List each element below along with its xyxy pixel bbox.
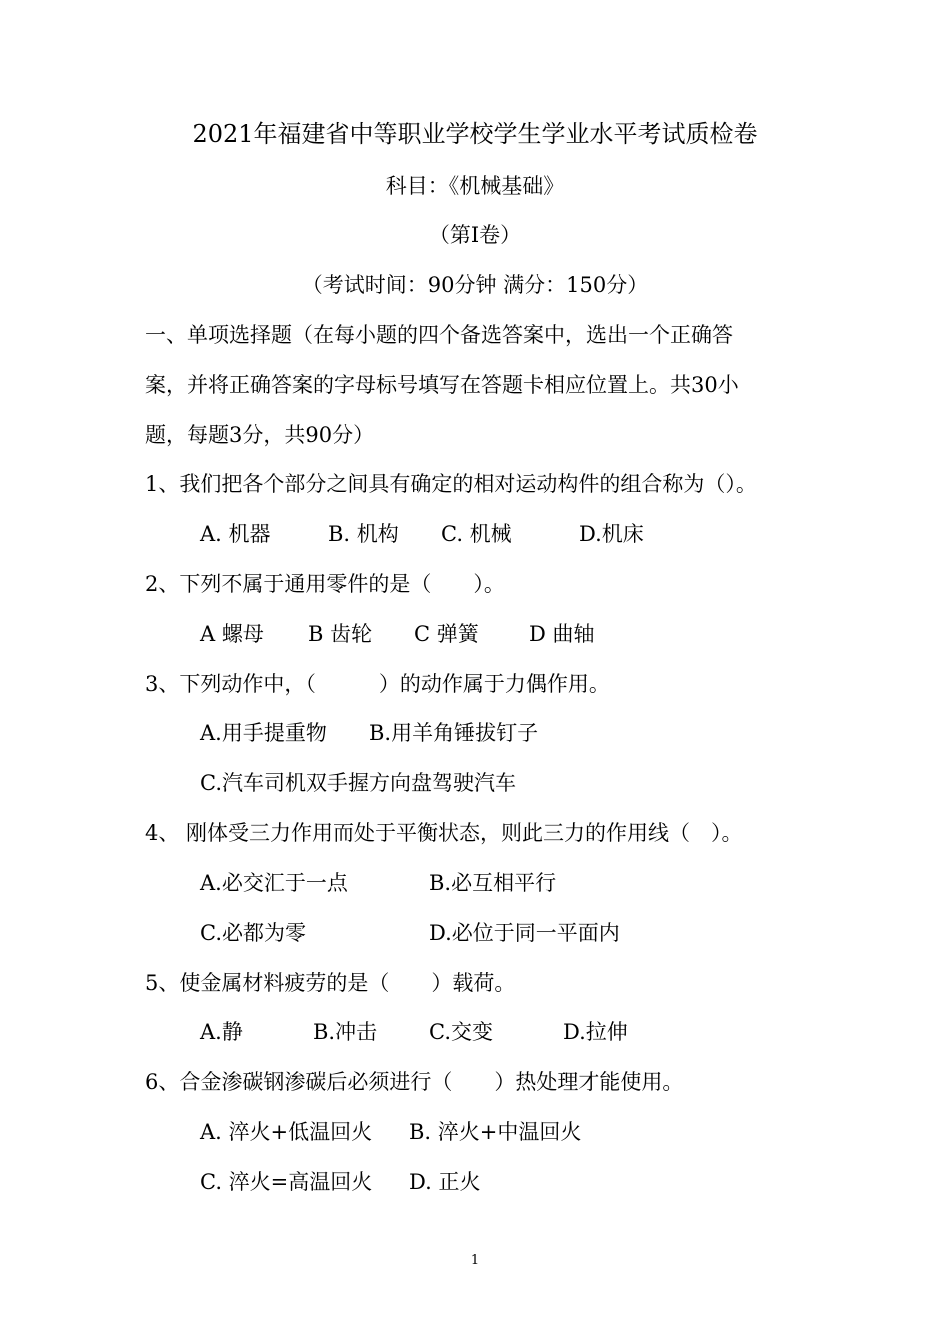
question-3-stem: 3、下列动作中，（ ）的动作属于力偶作用。 bbox=[145, 672, 610, 696]
question-2-option-d: D 曲轴 bbox=[529, 622, 595, 646]
question-6-option-a: A. 淬火+低温回火 bbox=[200, 1120, 373, 1144]
question-1-option-b: B. 机构 bbox=[328, 522, 399, 546]
question-6-option-d: D. 正火 bbox=[409, 1170, 481, 1194]
question-6-stem: 6、合金渗碳钢渗碳后必须进行（ ）热处理才能使用。 bbox=[145, 1070, 684, 1094]
question-4-option-d: D.必位于同一平面内 bbox=[429, 921, 620, 945]
question-2-option-b: B 齿轮 bbox=[308, 622, 373, 646]
exam-title: 2021年福建省中等职业学校学生学业水平考试质检卷 bbox=[192, 120, 758, 148]
page-number: 1 bbox=[470, 1253, 480, 1268]
question-2-stem: 2、下列不属于通用零件的是（ ）。 bbox=[145, 572, 505, 596]
section-instructions-line-2: 案，并将正确答案的字母标号填写在答题卡相应位置上。共30小 bbox=[145, 373, 739, 397]
question-4-stem: 4、 刚体受三力作用而处于平衡状态，则此三力的作用线（ ）。 bbox=[145, 821, 743, 845]
question-2-option-c: C 弹簧 bbox=[414, 622, 479, 646]
question-4-option-c: C.必都为零 bbox=[200, 921, 306, 945]
question-1-stem: 1、我们把各个部分之间具有确定的相对运动构件的组合称为（）。 bbox=[145, 472, 757, 496]
subject-line: 科目：《机械基础》 bbox=[385, 174, 565, 198]
question-1-option-c: C. 机械 bbox=[441, 522, 512, 546]
question-3-option-b: B.用羊角锤拔钉子 bbox=[369, 721, 539, 745]
question-1-option-d: D.机床 bbox=[579, 522, 644, 546]
exam-info: （考试时间：90分钟 满分：150分） bbox=[301, 273, 649, 297]
question-6-option-b: B. 淬火+中温回火 bbox=[409, 1120, 582, 1144]
question-4-option-b: B.必互相平行 bbox=[429, 871, 557, 895]
question-5-option-c: C.交变 bbox=[429, 1020, 493, 1044]
question-3-option-c: C.汽车司机双手握方向盘驾驶汽车 bbox=[200, 771, 516, 795]
question-5-stem: 5、使金属材料疲劳的是（ ）载荷。 bbox=[145, 971, 516, 995]
question-6-option-c: C. 淬火=高温回火 bbox=[200, 1170, 373, 1194]
question-1-option-a: A. 机器 bbox=[200, 522, 271, 546]
volume-label: （第Ⅰ卷） bbox=[428, 223, 522, 247]
question-3-option-a: A.用手提重物 bbox=[200, 721, 327, 745]
section-instructions-line-3: 题，每题3分，共90分） bbox=[145, 423, 375, 447]
section-instructions-line-1: 一、单项选择题（在每小题的四个备选答案中，选出一个正确答 bbox=[145, 323, 733, 347]
question-5-option-a: A.静 bbox=[200, 1020, 243, 1044]
question-5-option-b: B.冲击 bbox=[313, 1020, 378, 1044]
question-5-option-d: D.拉伸 bbox=[563, 1020, 628, 1044]
question-4-option-a: A.必交汇于一点 bbox=[200, 871, 348, 895]
question-2-option-a: A 螺母 bbox=[200, 622, 264, 646]
